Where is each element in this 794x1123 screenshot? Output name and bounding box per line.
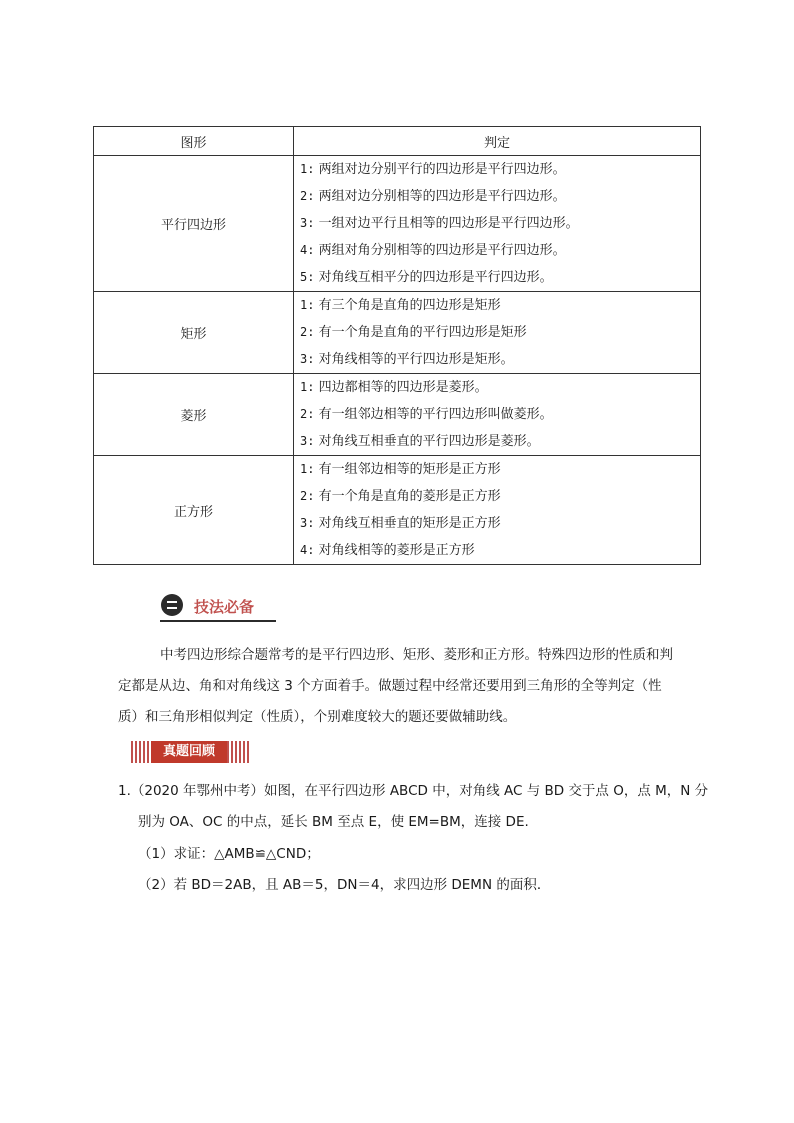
question-part-2: （2）若 BD＝2AB，且 AB＝5，DN＝4，求四边形 DEMN 的面积．	[138, 877, 551, 893]
rule-item	[300, 456, 700, 483]
table-row	[94, 374, 701, 456]
rule-number: 3:	[300, 216, 315, 230]
rule-item	[300, 537, 700, 564]
rule-text: 对角线互相垂直的矩形是正方形	[318, 516, 501, 531]
rule-item	[300, 346, 700, 373]
intro-paragraph: 中考四边形综合题常考的是平行四边形、矩形、菱形和正方形。特殊四边形的性质和判定都是从边、角和对角线这 3 个方面着手。做题过程中经常还要用到三角形的全等判定（性质）和三角形相似判定（性质），个别难度较大的题还要做辅助线。	[118, 647, 673, 725]
rule-number: 2:	[300, 325, 315, 339]
question-part-1: （1）求证：△AMB≌△CND；	[138, 846, 320, 862]
rule-item	[300, 210, 700, 237]
rule-number: 3:	[300, 352, 315, 366]
skill-title: 技法必备	[194, 598, 255, 616]
rule-number: 2:	[300, 489, 315, 503]
rule-item	[300, 183, 700, 210]
rule-item	[300, 510, 700, 537]
rule-text: 有一个角是直角的菱形是正方形	[318, 489, 501, 504]
rule-text: 一组对边平行且相等的四边形是平行四边形。	[318, 216, 579, 231]
rule-text: 有三个角是直角的四边形是矩形	[318, 298, 501, 313]
rule-text: 有一组邻边相等的矩形是正方形	[318, 462, 501, 477]
rule-item	[300, 237, 700, 264]
rule-item	[300, 292, 700, 319]
rule-number: 1:	[300, 162, 315, 176]
rule-item	[300, 156, 700, 183]
rule-text: 有一个角是直角的平行四边形是矩形	[318, 325, 527, 340]
rule-text: 对角线互相平分的四边形是平行四边形。	[318, 270, 553, 285]
rule-number: 2:	[300, 407, 315, 421]
rule-item	[300, 483, 700, 510]
rule-text: 对角线相等的菱形是正方形	[318, 543, 475, 558]
rule-list	[294, 374, 701, 456]
rule-number: 1:	[300, 380, 315, 394]
rule-item	[300, 401, 700, 428]
criteria-table	[93, 126, 701, 565]
review-banner	[131, 741, 249, 763]
rule-number: 4:	[300, 543, 315, 557]
rule-number: 3:	[300, 434, 315, 448]
rule-item	[300, 428, 700, 455]
review-title: 真题回顾	[162, 744, 215, 759]
book-icon	[161, 594, 183, 616]
table-header-row	[94, 127, 701, 156]
shape-name: 正方形	[94, 456, 294, 565]
header-shape: 图形	[94, 127, 294, 156]
shape-name: 矩形	[94, 292, 294, 374]
rule-text: 两组对角分别相等的四边形是平行四边形。	[318, 243, 566, 258]
rule-number: 5:	[300, 270, 315, 284]
rule-item	[300, 319, 700, 346]
skill-underline	[160, 620, 276, 622]
table-row	[94, 156, 701, 292]
shape-name: 菱形	[94, 374, 294, 456]
rule-item	[300, 374, 700, 401]
question-line-1: 1.（2020 年鄂州中考）如图，在平行四边形 ABCD 中，对角线 AC 与 BD 交于点 O，点 M，N 分	[118, 783, 709, 799]
rule-text: 两组对边分别平行的四边形是平行四边形。	[318, 162, 566, 177]
table-row	[94, 292, 701, 374]
rule-number: 1:	[300, 298, 315, 312]
rule-text: 四边都相等的四边形是菱形。	[318, 380, 488, 395]
header-rule: 判定	[294, 127, 701, 156]
rule-list	[294, 292, 701, 374]
table-row	[94, 456, 701, 565]
rule-number: 2:	[300, 189, 315, 203]
rule-text: 两组对边分别相等的四边形是平行四边形。	[318, 189, 566, 204]
shape-name: 平行四边形	[94, 156, 294, 292]
rule-item	[300, 264, 700, 291]
rule-number: 3:	[300, 516, 315, 530]
rule-list	[294, 156, 701, 292]
rule-list	[294, 456, 701, 565]
rule-number: 1:	[300, 462, 315, 476]
rule-text: 对角线互相垂直的平行四边形是菱形。	[318, 434, 540, 449]
rule-number: 4:	[300, 243, 315, 257]
skill-heading	[160, 592, 276, 622]
question-line-2: 别为 OA、OC 的中点，延长 BM 至点 E，使 EM=BM，连接 DE.	[138, 814, 529, 830]
rule-text: 对角线相等的平行四边形是矩形。	[318, 352, 514, 367]
rule-text: 有一组邻边相等的平行四边形叫做菱形。	[318, 407, 553, 422]
